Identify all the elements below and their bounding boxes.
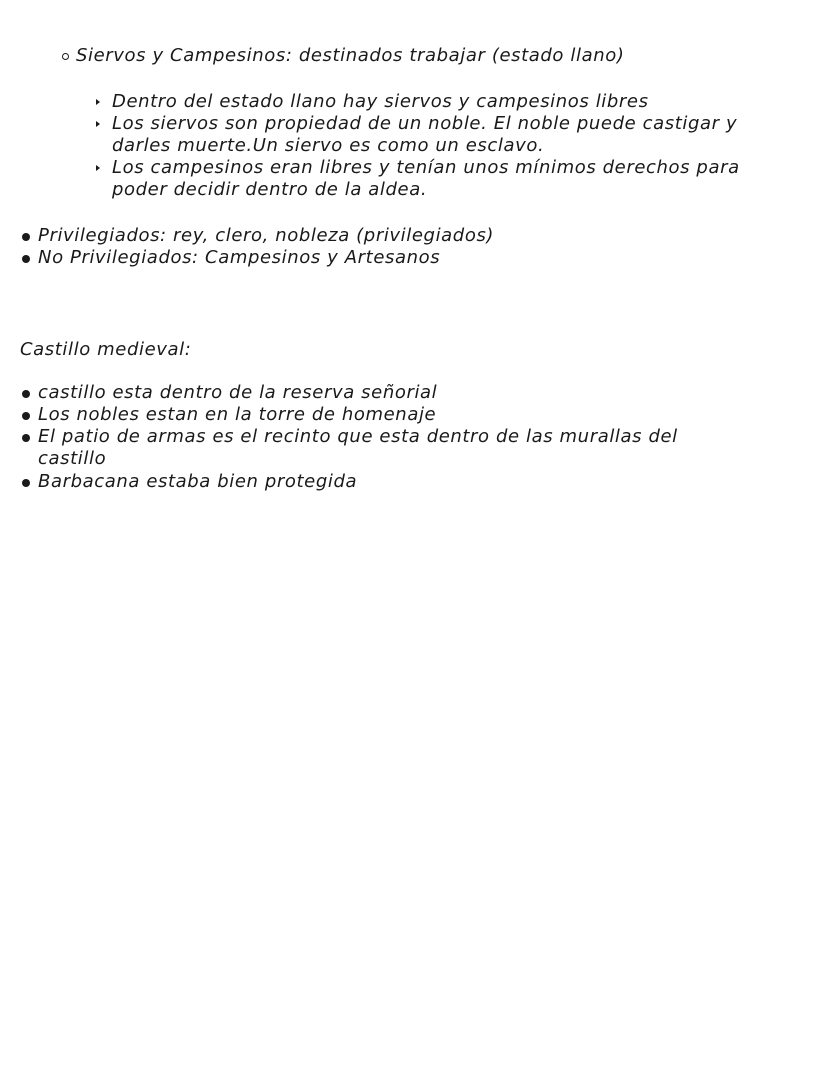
list-item: Privilegiados: rey, clero, nobleza (privilegiados) xyxy=(38,225,495,246)
list-item: El patio de armas es el recinto que esta dentro de las murallas del xyxy=(38,426,678,447)
dot-bullet-icon xyxy=(22,412,30,420)
triangle-bullet-icon xyxy=(96,99,100,105)
dot-bullet-icon xyxy=(22,255,30,263)
sub-item-text: Dentro del estado llano hay siervos y campesinos libres xyxy=(112,91,649,112)
list-item: No Privilegiados: Campesinos y Artesanos xyxy=(38,247,441,268)
section-heading-castillo: Castillo medieval: xyxy=(20,339,192,360)
triangle-bullet-icon xyxy=(96,165,100,171)
sub-heading-siervos: Siervos y Campesinos: destinados trabajar (estado llano) xyxy=(76,45,625,66)
list-item: Los nobles estan en la torre de homenaje xyxy=(38,404,437,425)
dot-bullet-icon xyxy=(22,479,30,487)
sub-item-text-continued: darles muerte.Un siervo es como un esclavo. xyxy=(112,135,545,156)
list-item: Barbacana estaba bien protegida xyxy=(38,471,358,492)
dot-bullet-icon xyxy=(22,233,30,241)
triangle-bullet-icon xyxy=(96,121,100,127)
list-item: castillo esta dentro de la reserva señorial xyxy=(38,382,438,403)
hollow-bullet-icon xyxy=(62,53,69,60)
list-item-continued: castillo xyxy=(38,448,107,469)
sub-item-text-continued: poder decidir dentro de la aldea. xyxy=(112,179,428,200)
sub-item-text: Los campesinos eran libres y tenían unos mínimos derechos para xyxy=(112,157,740,178)
sub-item-text: Los siervos son propiedad de un noble. El noble puede castigar y xyxy=(112,113,738,134)
dot-bullet-icon xyxy=(22,390,30,398)
dot-bullet-icon xyxy=(22,434,30,442)
